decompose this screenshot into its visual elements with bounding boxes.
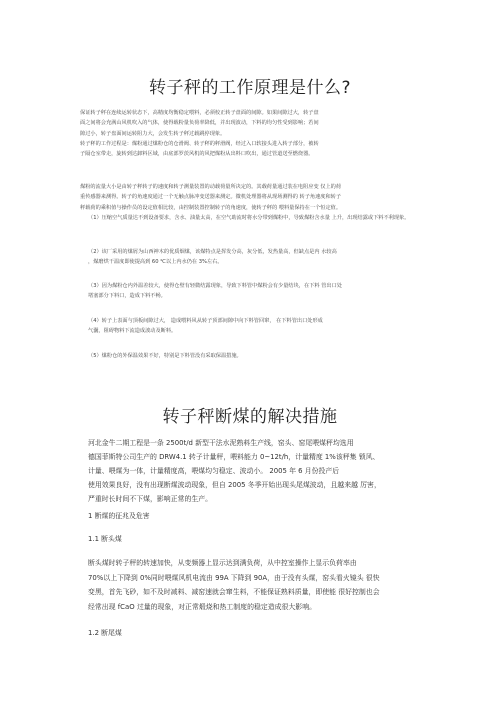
cause-5 [88,351,458,361]
text-line: 子隔仓室带走，旋转到达卸料区域，由底部罗茨风机的风把煤粉从出料口吹出，通过管道送至燃烧器。 [80,151,314,158]
text-line: （1）压缩空气质量达不到设备要求，含水、油量太高，在空气助流时将水分带到煤粉中，导致煤粉含水量 上升，出现结露或下料不利现象。 [88,215,410,221]
text-line: 面之间将会充满山风机吹入的气体，使得载粉量负荷率降低，并出现波动，下料的均匀性受到影响；若间 [80,120,319,127]
text-line: 使用效果良好，没有出现断煤波动现象，但自 2005 冬季开始出现头尾煤波动，且越来越 厉害， [88,481,381,489]
section-heading: 1.1 断头煤 [88,535,122,543]
text-line: （5）煤粉仓的外保温效果不好，特别是下料管没有采取保温措施。 [88,353,242,359]
text-line: 严重时长时间不下煤，影响正常的生产。 [88,495,213,503]
text-line: 70%以上下降到 0%同时喂煤风机电流由 99A 下降到 90A，由于没有头煤，窑头看火镜头 很快 [88,573,380,582]
text-line: 转子秤的工作过程是：煤粉通过煤粉仓的仓滑阀、转子秤的秤滑阀，经过入口软接头进入转子部分，被转 [80,140,319,147]
cause-4 [88,316,458,337]
text-line: 煤粉的流量大小是由转子秤转子的速度和转子测量装置的动载荷量所决定的。其载荷量通过装在电阻应变 仅上的荷 [80,184,342,190]
text-line: （4）转子上表面与顶板间隙过大， 造成喂料风从转子顶部间隙中向下料管回窜， 在下料管出口处形成 [88,318,323,324]
intro-paragraph [80,108,450,159]
text-line: 德国菲斯特公司生产的 DRW4.1 转子计量秤，喂料能力 0~12t/h，计量精度 1%该秤集 锁风、 [88,453,380,461]
cause-1 [88,213,450,223]
project-paragraph [88,436,443,506]
text-line: 堵塞部分下料口，造成下料不畅。 [88,293,166,300]
text-line: 秤载荷的乘积值与操作员的设定值相比较，由控制装置控制转子的角速度，使转子秤的 喂料量保持在一个恒定值。 [80,204,342,211]
load-paragraph [80,182,450,213]
section-heading: 1.2 断尾煤 [88,629,122,637]
page-title: 转子秤的工作原理是什么? [148,78,352,98]
cause-3 [88,281,458,302]
heading-1 [88,510,443,520]
text-line: 经常出现 fCaO 过量的现象，对正常煅烧和热工制度的稳定造成很大影响。 [88,602,316,611]
text-line: 变黑，首先飞砂，如不及时减料、减窑速就会窜生料，不能保证熟料质量，即使能 很好控制也会 [88,588,380,596]
section-title: 转子秤断煤的解决措施 [162,407,338,427]
para-1-1 [88,556,443,614]
text-line: 隙过小，转子盘面间运转阻力大，会发生转子秤过载跳停现象。 [80,130,226,137]
text-line: （2）该厂采用的煤屑为山西神木的优质烟煤，该煤特点是挥发分高，灰分低，发热量高，但缺点是内 水较高 [88,249,337,255]
heading-1-1 [88,533,443,543]
text-line: （3）因为煤粉仓内外温差较大，使得仓壁有轻微结露现象，导致下料管中煤粉会有少量结块，在下料 管出口处 [88,283,342,289]
heading-1-2 [88,627,443,637]
text-line: 气囊，阻碍物料下流造成波动及断料。 [88,328,177,335]
text-line: 重传感器来测得。转子的角速度通过一个无触点脉冲变送器来测定。微机处理器将从现场测得的 转子角速度和转子 [80,194,342,201]
section-heading: 1 断煤的征兆及危害 [88,512,150,520]
cause-2 [88,247,458,268]
text-line: 河北金牛二期工程是一条 2500t/d 新型干法水泥熟料生产线，窑头、窑尾喂煤秤均选用 [88,439,354,447]
text-line: ，煤磨烘干温度即使提高到 60 ℃以上内水仍在 3%左右。 [88,259,223,266]
text-line: 断头煤时转子秤的转速加快，从变频器上显示达到满负荷，从中控室操作上显示负荷率由 [88,559,357,567]
text-line: 计量、喂煤为一体，计量精度高，喂煤均匀稳定、波动小。 2005 年 6 月份投产后 [88,467,340,475]
text-line: 保证转子秤在连续运转状态下，高精度均衡稳定喂料，必须校正转子盘面的间隙。如果间隙过大，转子盘 [80,110,319,116]
